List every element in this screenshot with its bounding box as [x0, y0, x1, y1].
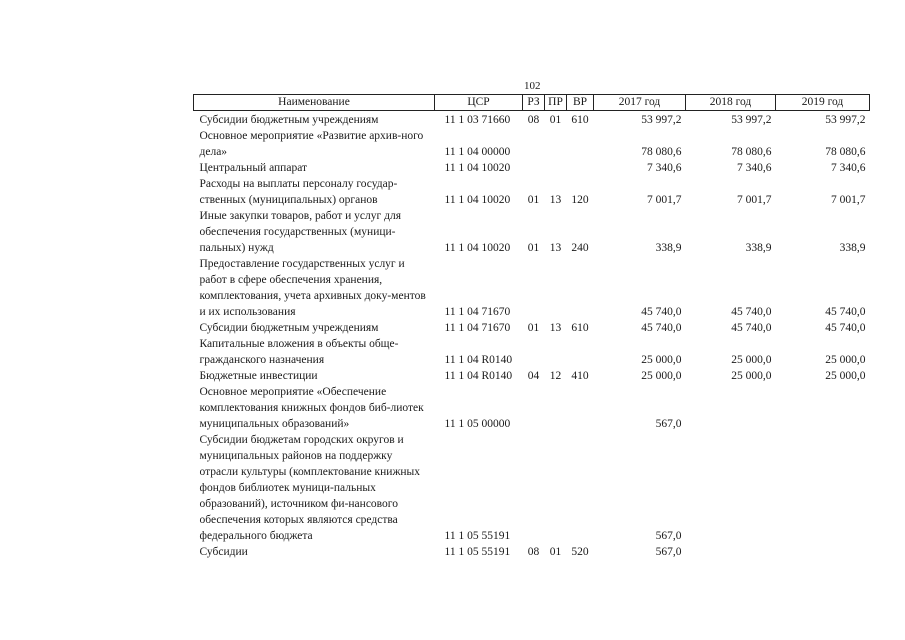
cell-rz: [523, 384, 545, 432]
cell-2017: 7 340,6: [647, 162, 682, 174]
cell-vr: 240: [571, 242, 589, 254]
cell-vr: [567, 384, 594, 432]
header-2018: 2018 год: [686, 95, 776, 111]
cell-name: Основное мероприятие «Развитие архив-ного дела»: [199, 130, 424, 158]
header-csr: ЦСР: [435, 95, 523, 111]
cell-csr: 11 1 04 71670: [444, 306, 511, 318]
cell-2019: 7 001,7: [831, 194, 866, 206]
cell-2018: [686, 544, 776, 560]
cell-name: Расходы на выплаты персоналу государ-ственных (муниципальных) органов: [199, 178, 398, 206]
table-row: [194, 384, 870, 432]
cell-vr: 610: [571, 114, 589, 126]
header-2019: 2019 год: [776, 95, 870, 111]
cell-2018: 45 740,0: [731, 322, 772, 334]
cell-2019: 7 340,6: [831, 162, 866, 174]
cell-csr: 11 1 04 10020: [444, 162, 511, 174]
table-row: [194, 432, 870, 544]
cell-rz: [523, 160, 545, 176]
cell-2019: 45 740,0: [825, 322, 866, 334]
cell-2019: [776, 544, 870, 560]
header-name: Наименование: [194, 95, 435, 111]
cell-2018: 7 001,7: [737, 194, 772, 206]
page-number: 102: [524, 80, 541, 92]
cell-name: Основное мероприятие «Обеспечение комплектования книжных фондов биб-лиотек муниципальных образований»: [199, 386, 424, 430]
cell-pr: 12: [549, 370, 562, 382]
cell-2017: 567,0: [655, 418, 682, 430]
cell-rz: [523, 432, 545, 544]
table-row: [194, 160, 870, 176]
cell-pr: [545, 128, 567, 160]
cell-pr: [545, 384, 567, 432]
cell-rz: [523, 256, 545, 320]
cell-2017: 567,0: [655, 546, 682, 558]
cell-2018: 25 000,0: [731, 370, 772, 382]
cell-csr: 11 1 05 55191: [444, 546, 511, 558]
cell-vr: 410: [571, 370, 589, 382]
cell-vr: [567, 432, 594, 544]
table-row: [194, 320, 870, 336]
cell-vr: 520: [571, 546, 589, 558]
table-row: [194, 208, 870, 256]
header-vr: ВР: [567, 95, 594, 111]
cell-2017: 25 000,0: [641, 354, 682, 366]
cell-2017: 567,0: [655, 530, 682, 542]
cell-csr: 11 1 04 71670: [444, 322, 511, 334]
cell-2018: [686, 432, 776, 544]
cell-rz: [523, 128, 545, 160]
cell-vr: [567, 160, 594, 176]
cell-2017: 25 000,0: [641, 370, 682, 382]
cell-rz: 01: [527, 322, 540, 334]
cell-2018: 338,9: [745, 242, 772, 254]
cell-name: Субсидии бюджетным учреждениям: [199, 114, 379, 126]
cell-2017: 45 740,0: [641, 322, 682, 334]
cell-2019: 78 080,6: [825, 146, 866, 158]
cell-pr: 01: [549, 114, 562, 126]
cell-2019: 25 000,0: [825, 354, 866, 366]
cell-2017: 7 001,7: [647, 194, 682, 206]
cell-pr: [545, 336, 567, 368]
header-2017: 2017 год: [594, 95, 686, 111]
cell-pr: [545, 256, 567, 320]
cell-name: Капитальные вложения в объекты обще-гражданского назначения: [199, 338, 399, 366]
cell-pr: [545, 160, 567, 176]
cell-2019: 45 740,0: [825, 306, 866, 318]
cell-name: Иные закупки товаров, работ и услуг для обеспечения государственных (муници-пальных) нужд: [199, 210, 401, 254]
cell-2017: 45 740,0: [641, 306, 682, 318]
cell-csr: 11 1 04 R0140: [444, 370, 513, 382]
table-row: [194, 128, 870, 160]
cell-name: Бюджетные инвестиции: [199, 370, 318, 382]
cell-name: Центральный аппарат: [199, 162, 308, 174]
cell-pr: 13: [549, 242, 562, 254]
table-row: [194, 256, 870, 320]
cell-rz: 01: [527, 242, 540, 254]
cell-name: Предоставление государственных услуг и работ в сфере обеспечения хранения, комплектования, учета архивных доку-ментов и их использования: [199, 258, 426, 318]
table-row: [194, 368, 870, 384]
cell-2019: [776, 432, 870, 544]
cell-pr: 01: [549, 546, 562, 558]
cell-rz: 01: [527, 194, 540, 206]
table-body: [194, 111, 870, 561]
cell-csr: 11 1 04 10020: [444, 242, 511, 254]
cell-2018: 25 000,0: [731, 354, 772, 366]
cell-2018: 78 080,6: [731, 146, 772, 158]
cell-name: Субсидии бюджетам городских округов и муниципальных районов на поддержку отрасли культуры (комплектование книжных фондов библиотек муници-пальных образований), источником фи-нансового обеспечения которых являются средства федерального бюджета: [199, 434, 421, 542]
cell-csr: 11 1 05 55191: [444, 530, 511, 542]
table-row: [194, 176, 870, 208]
budget-table: [193, 94, 870, 560]
cell-2017: 338,9: [655, 242, 682, 254]
cell-vr: 610: [571, 322, 589, 334]
cell-pr: 13: [549, 194, 562, 206]
cell-2019: [776, 384, 870, 432]
cell-csr: 11 1 03 71660: [444, 114, 511, 126]
cell-2018: 53 997,2: [731, 114, 772, 126]
cell-2018: [686, 384, 776, 432]
table-row: [194, 336, 870, 368]
cell-pr: 13: [549, 322, 562, 334]
cell-csr: 11 1 04 00000: [444, 146, 511, 158]
table-header: [194, 95, 870, 111]
cell-rz: 04: [527, 370, 540, 382]
cell-rz: 08: [527, 546, 540, 558]
cell-csr: 11 1 04 R0140: [444, 354, 513, 366]
cell-name: Субсидии бюджетным учреждениям: [199, 322, 379, 334]
cell-2019: 53 997,2: [825, 114, 866, 126]
cell-csr: 11 1 05 00000: [444, 418, 511, 430]
cell-2017: 53 997,2: [641, 114, 682, 126]
table-row: [194, 544, 870, 560]
header-pr: ПР: [545, 95, 567, 111]
cell-csr: 11 1 04 10020: [444, 194, 511, 206]
cell-vr: [567, 256, 594, 320]
cell-rz: [523, 336, 545, 368]
table-row: [194, 111, 870, 129]
cell-2018: 45 740,0: [731, 306, 772, 318]
cell-pr: [545, 432, 567, 544]
header-row: [194, 95, 870, 111]
cell-rz: 08: [527, 114, 540, 126]
header-rz: РЗ: [523, 95, 545, 111]
cell-2019: 338,9: [839, 242, 866, 254]
cell-2017: 78 080,6: [641, 146, 682, 158]
cell-vr: 120: [571, 194, 589, 206]
cell-2019: 25 000,0: [825, 370, 866, 382]
cell-name: Субсидии: [199, 546, 248, 558]
cell-vr: [567, 128, 594, 160]
cell-vr: [567, 336, 594, 368]
cell-2018: 7 340,6: [737, 162, 772, 174]
